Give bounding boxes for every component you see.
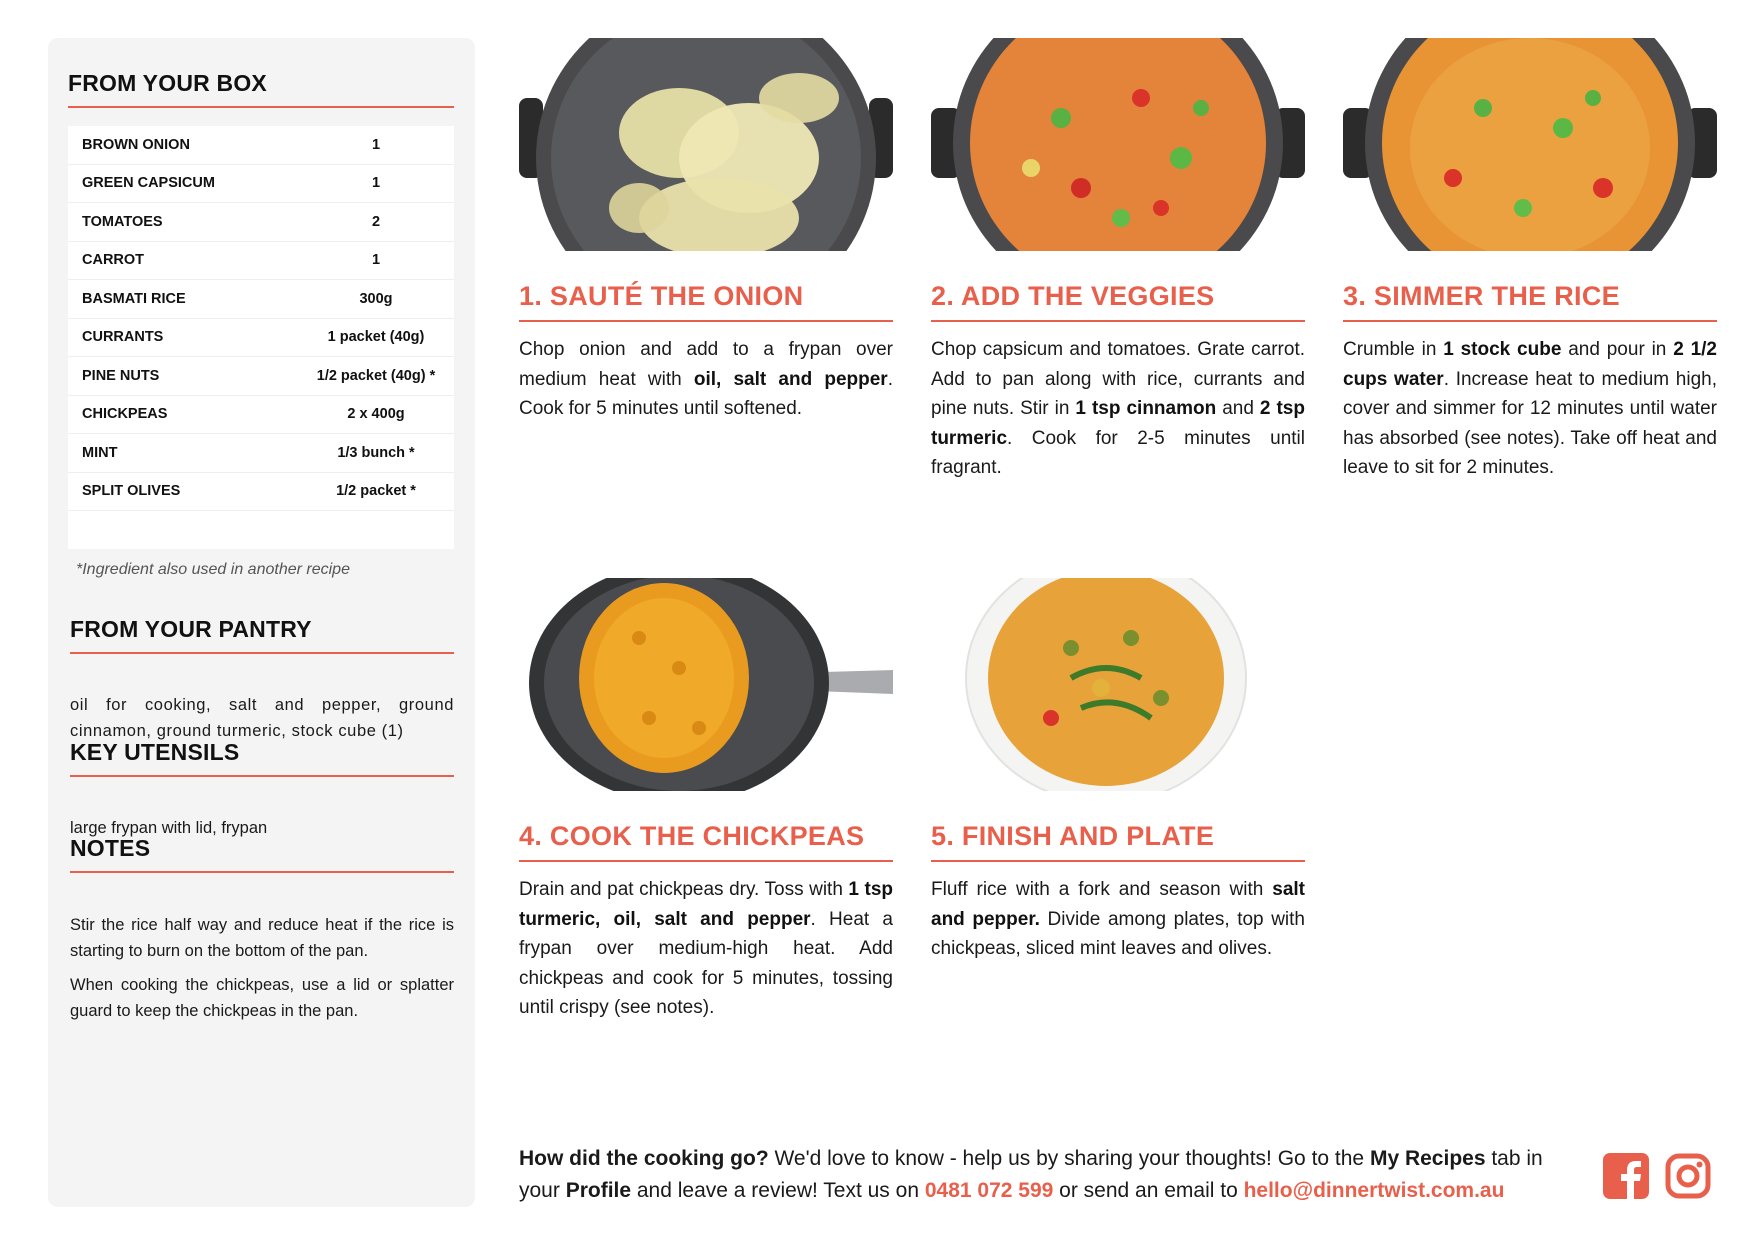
table-row bbox=[68, 434, 454, 473]
ingredient-name: CARROT bbox=[82, 252, 145, 269]
ingredients-table bbox=[68, 126, 454, 549]
bold-text: 2 tsp turmeric bbox=[931, 398, 1305, 449]
notes-section-title: NOTES bbox=[70, 835, 454, 873]
ingredient-footnote: *Ingredient also used in another recipe bbox=[76, 561, 350, 578]
table-row bbox=[68, 319, 454, 358]
utensils-section-title: KEY UTENSILS bbox=[70, 739, 454, 777]
bold-text: 2 1/2 cups water bbox=[1343, 339, 1717, 390]
text-segment: . Cook for 2-5 minutes until fragrant. bbox=[931, 427, 1305, 478]
text-segment: Chop onion and add to a frypan over medium heat with bbox=[519, 339, 893, 390]
ingredient-name: MINT bbox=[82, 444, 118, 461]
ingredient-qty: 2 x 400g bbox=[347, 406, 405, 423]
ingredient-name: CHICKPEAS bbox=[82, 406, 168, 423]
veggie-rice-in-pan-photo bbox=[931, 38, 1305, 251]
step-title: 2. ADD THE VEGGIES bbox=[931, 281, 1305, 322]
ingredient-qty: 1/3 bunch * bbox=[337, 444, 415, 461]
feedback-footer bbox=[519, 1143, 1579, 1207]
pantry-text: oil for cooking, salt and pepper, ground cinnamon, ground turmeric, stock cube (1) bbox=[70, 696, 454, 740]
text-segment: Crumble in bbox=[1343, 339, 1444, 360]
step-instructions bbox=[931, 875, 1305, 964]
plated-pilaf-photo bbox=[931, 578, 1305, 791]
ingredient-qty: 1/2 packet * bbox=[336, 483, 416, 500]
table-row bbox=[68, 357, 454, 396]
note-item: When cooking the chickpeas, use a lid or splatter guard to keep the chickpeas in the pan. bbox=[70, 976, 454, 1020]
bold-text: How did the cooking go? bbox=[519, 1147, 769, 1170]
table-row bbox=[68, 126, 454, 165]
text-segment: We'd love to know - help us by sharing your thoughts! Go to the bbox=[768, 1147, 1370, 1170]
instagram-icon[interactable] bbox=[1665, 1153, 1711, 1199]
utensils-text: large frypan with lid, frypan bbox=[70, 819, 268, 837]
step-instructions bbox=[931, 335, 1305, 483]
onion-in-frypan-photo bbox=[519, 38, 893, 251]
table-row bbox=[68, 242, 454, 281]
table-row bbox=[68, 396, 454, 435]
step-instructions bbox=[519, 335, 893, 424]
contact-link[interactable]: 0481 072 599 bbox=[924, 1179, 1054, 1202]
ingredient-qty: 300g bbox=[359, 290, 393, 307]
table-row-empty bbox=[68, 511, 454, 549]
bold-text: oil, salt and pepper bbox=[693, 368, 888, 390]
box-section-title: FROM YOUR BOX bbox=[68, 70, 454, 108]
chickpeas-in-frypan-photo bbox=[519, 578, 893, 791]
ingredient-name: GREEN CAPSICUM bbox=[82, 175, 215, 192]
ingredient-name: CURRANTS bbox=[82, 329, 164, 346]
table-row bbox=[68, 165, 454, 204]
facebook-icon[interactable] bbox=[1603, 1153, 1649, 1199]
bold-text: 1 tsp cinnamon bbox=[1075, 398, 1217, 419]
ingredient-qty: 2 bbox=[371, 213, 381, 230]
ingredient-name: BASMATI RICE bbox=[82, 290, 186, 307]
text-segment: . Cook for 5 minutes until softened. bbox=[519, 368, 893, 419]
text-segment: Chop capsicum and tomatoes. Grate carrot. Add to pan along with rice, currants and pine nuts. Stir in bbox=[931, 339, 1305, 419]
ingredient-qty: 1 packet (40g) bbox=[327, 329, 425, 346]
bold-text: Profile bbox=[565, 1179, 632, 1202]
text-segment: and bbox=[1216, 398, 1260, 419]
step-instructions bbox=[1343, 335, 1717, 483]
bold-text: 1 stock cube bbox=[1443, 339, 1562, 360]
simmering-rice-photo bbox=[1343, 38, 1717, 251]
ingredient-name: TOMATOES bbox=[82, 213, 163, 230]
contact-link[interactable]: hello@dinnertwist.com.au bbox=[1243, 1179, 1505, 1202]
text-segment: Drain and pat chickpeas dry. Toss with bbox=[519, 879, 849, 900]
text-segment: Divide among plates, top with chickpeas, sliced mint leaves and olives. bbox=[931, 908, 1305, 959]
ingredient-name: SPLIT OLIVES bbox=[82, 483, 181, 500]
step-title: 1. SAUTÉ THE ONION bbox=[519, 281, 893, 322]
ingredient-name: BROWN ONION bbox=[82, 136, 190, 153]
ingredient-qty: 1/2 packet (40g) * bbox=[316, 367, 436, 384]
text-segment: . Increase heat to medium high, cover and simmer for 12 minutes until water has absorbed (see notes). Take off heat and leave to sit for 2 minutes. bbox=[1343, 368, 1717, 478]
text-segment: Fluff rice with a fork and season with bbox=[931, 879, 1273, 900]
ingredient-qty: 1 bbox=[371, 175, 381, 192]
bold-text: salt and pepper. bbox=[931, 879, 1305, 930]
text-segment: or send an email to bbox=[1053, 1179, 1244, 1202]
step-title: 4. COOK THE CHICKPEAS bbox=[519, 821, 893, 862]
text-segment: and pour in bbox=[1561, 339, 1674, 360]
text-segment: and leave a review! Text us on bbox=[631, 1179, 925, 1202]
ingredient-qty: 1 bbox=[371, 136, 381, 153]
text-segment: . Heat a frypan over medium-high heat. Add chickpeas and cook for 5 minutes, tossing until crispy (see notes). bbox=[519, 908, 893, 1018]
text-segment: tab in your bbox=[519, 1147, 1543, 1202]
step-title: 5. FINISH AND PLATE bbox=[931, 821, 1305, 862]
table-row bbox=[68, 280, 454, 319]
table-row bbox=[68, 473, 454, 512]
bold-text: 1 tsp turmeric, oil, salt and pepper bbox=[519, 879, 893, 930]
pantry-section-title: FROM YOUR PANTRY bbox=[70, 616, 454, 654]
ingredients-panel bbox=[48, 38, 475, 1207]
ingredient-name: PINE NUTS bbox=[82, 367, 160, 384]
ingredient-qty: 1 bbox=[371, 252, 381, 269]
note-item: Stir the rice half way and reduce heat if the rice is starting to burn on the bottom of the pan. bbox=[70, 916, 454, 960]
table-row bbox=[68, 203, 454, 242]
step-instructions bbox=[519, 875, 893, 1023]
bold-text: My Recipes bbox=[1369, 1147, 1486, 1170]
step-title: 3. SIMMER THE RICE bbox=[1343, 281, 1717, 322]
